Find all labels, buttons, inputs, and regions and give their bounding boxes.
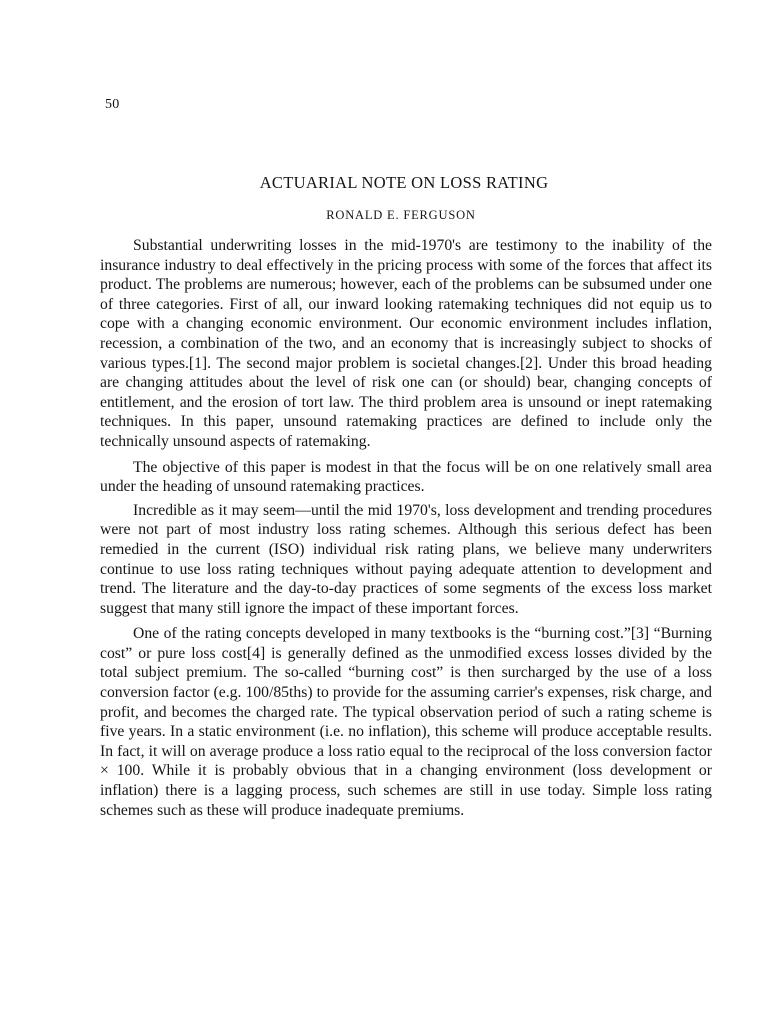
paragraph-1: Substantial underwriting losses in the mid-1970's are testimony to the inability of the insurance industry to deal effectively in the pricing process with some of the forces that affect its product. The problems are numerous; however, each of the problems can be subsumed under one of three categories. First of all, our inward looking ratemaking techniques did not equip us to cope with a changing economic environment. Our economic environment includes inflation, recession, a combination of the two, and an economy that is increasingly subject to shocks of various types.[1]. The second major problem is societal changes.[2]. Under this broad heading are changing attitudes about the level of risk one can (or should) bear, changing concepts of entitlement, and the erosion of tort law. The third problem area is unsound or inept ratemaking techniques. In this paper, unsound ratemaking practices are defined to include only the technically unsound aspects of ratemaking.: [100, 237, 712, 450]
paragraph-4: One of the rating concepts developed in many textbooks is the “burning cost.”[3] “Burning cost” or pure loss cost[4] is generally defined as the unmodified excess losses divided by the total subject premium. The so-called “burning cost” is then surcharged by the use of a loss conversion factor (e.g. 100/85ths) to provide for the assuming carrier's expenses, risk charge, and profit, and becomes the charged rate. The typical observation period of such a rating scheme is five years. In a static environment (i.e. no inflation), this scheme will produce acceptable results. In fact, it will on average produce a loss ratio equal to the reciprocal of the loss conversion factor × 100. While it is probably obvious that in a changing environment (loss development or inflation) there is a lagging process, such schemes are still in use today. Simple loss rating schemes such as these will produce inadequate premiums.: [100, 625, 712, 819]
paragraph-3: Incredible as it may seem—until the mid 1970's, loss development and trending procedures were not part of most industry loss rating schemes. Although this serious defect has been remedied in the current (ISO) individual risk rating plans, we believe many underwriters continue to use loss rating techniques without paying adequate attention to development and trend. The literature and the day-to-day practices of some segments of the excess loss market suggest that many still ignore the impact of these important forces.: [100, 501, 712, 617]
paper-title: ACTUARIAL NOTE ON LOSS RATING: [259, 173, 549, 192]
body-text: [100, 236, 712, 820]
paragraph-2: The objective of this paper is modest in that the focus will be on one relatively small area under the heading of unsound ratemaking practices.: [100, 458, 712, 496]
page-number: 50: [105, 97, 120, 112]
author-name: RONALD E. FERGUSON: [326, 208, 476, 222]
